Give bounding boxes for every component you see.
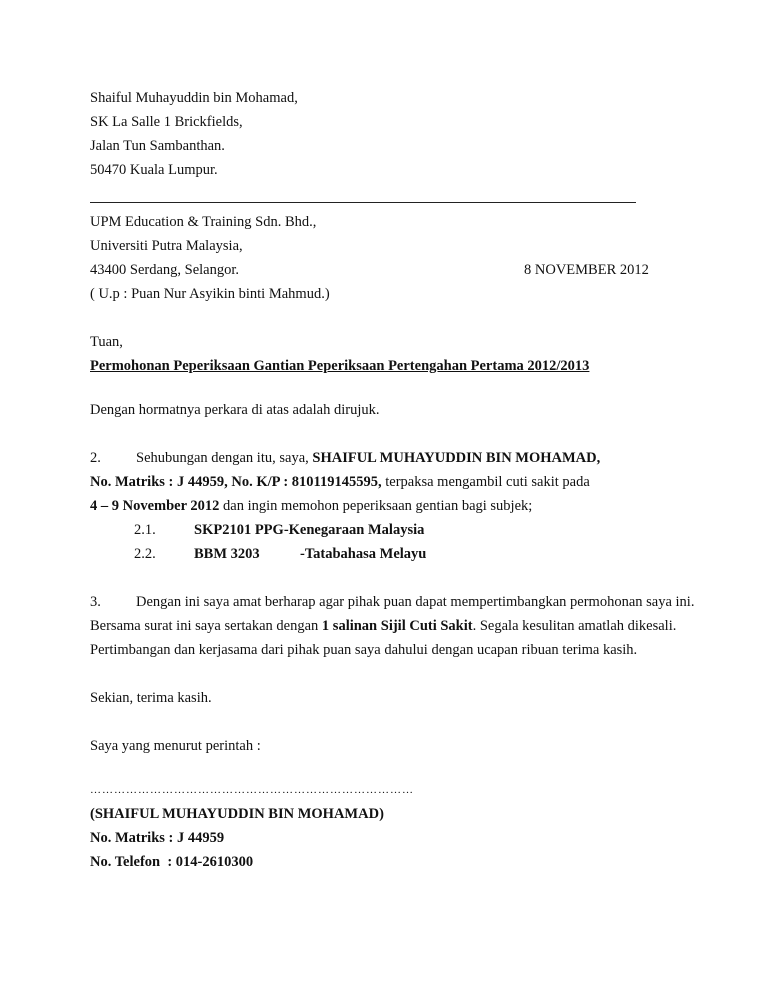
letter-date: 8 NOVEMBER 2012 — [524, 262, 649, 278]
sender-address-line: Jalan Tun Sambanthan. — [90, 138, 225, 154]
paragraph-2-line-2 — [90, 470, 590, 494]
paragraph-text: . Segala kesulitan amatlah dikesali. — [472, 618, 677, 634]
recipient-name: UPM Education & Training Sdn. Bhd., — [90, 214, 317, 230]
paragraph-text: Bersama surat ini saya sertakan dengan — [90, 618, 322, 634]
paragraph-number: 3. — [90, 594, 101, 610]
opening-paragraph: Dengan hormatnya perkara di atas adalah dirujuk. — [90, 402, 380, 418]
subject-item-number: 2.1. — [134, 522, 156, 538]
sign-off-text: Saya yang menurut perintah : — [90, 738, 261, 754]
subject-heading: Permohonan Peperiksaan Gantian Peperiksaan Pertengahan Pertama 2012/2013 — [90, 358, 590, 374]
subject-item-title: -Tatabahasa Melayu — [300, 546, 427, 562]
attachment-note: 1 salinan Sijil Cuti Sakit — [321, 618, 473, 634]
recipient-attention: ( U.p : Puan Nur Asyikin binti Mahmud.) — [90, 286, 330, 302]
paragraph-text: Dengan ini saya amat berharap agar pihak puan dapat mempertimbangkan permohonan saya ini. — [136, 594, 695, 610]
student-name: SHAIFUL MUHAYUDDIN BIN MOHAMAD, — [312, 450, 601, 466]
paragraph-3-line-2 — [90, 614, 676, 638]
salutation: Tuan, — [90, 334, 123, 350]
sender-address-line: 50470 Kuala Lumpur. — [90, 162, 218, 178]
signatory-name: (SHAIFUL MUHAYUDDIN BIN MOHAMAD) — [90, 806, 384, 822]
paragraph-3-line-1 — [90, 590, 694, 614]
student-ids: No. Matriks : J 44959, No. K/P : 810119145595, — [90, 474, 382, 490]
sender-address-line: SK La Salle 1 Brickfields, — [90, 114, 243, 130]
paragraph-text: Sehubungan dengan itu, saya, — [136, 450, 313, 466]
paragraph-text: dan ingin memohon peperiksaan gentian bagi subjek; — [219, 498, 533, 514]
subject-item-code: SKP2101 PPG-Kenegaraan Malaysia — [194, 522, 425, 538]
divider-line — [90, 202, 636, 203]
subject-item-number: 2.2. — [134, 546, 156, 562]
subject-item — [134, 542, 426, 566]
closing-text: Sekian, terima kasih. — [90, 690, 212, 706]
signature-line: ……………………………………………………………………… — [90, 784, 414, 796]
paragraph-3-line-3: Pertimbangan dan kerjasama dari pihak puan saya dahului dengan ucapan ribuan terima kasih. — [90, 642, 638, 658]
subject-item-code: BBM 3203 — [194, 546, 260, 562]
paragraph-2-line-3 — [90, 494, 532, 518]
paragraph-number: 2. — [90, 450, 101, 466]
subject-item — [134, 518, 424, 542]
recipient-address-line: Universiti Putra Malaysia, — [90, 238, 243, 254]
leave-dates: 4 – 9 November 2012 — [90, 498, 220, 514]
paragraph-2-line-1 — [90, 446, 600, 470]
paragraph-text: terpaksa mengambil cuti sakit pada — [381, 474, 590, 490]
signatory-matric: No. Matriks : J 44959 — [90, 830, 225, 846]
sender-name: Shaiful Muhayuddin bin Mohamad, — [90, 90, 298, 106]
recipient-address-line: 43400 Serdang, Selangor. — [90, 262, 240, 278]
signatory-phone: No. Telefon : 014-2610300 — [90, 854, 254, 870]
